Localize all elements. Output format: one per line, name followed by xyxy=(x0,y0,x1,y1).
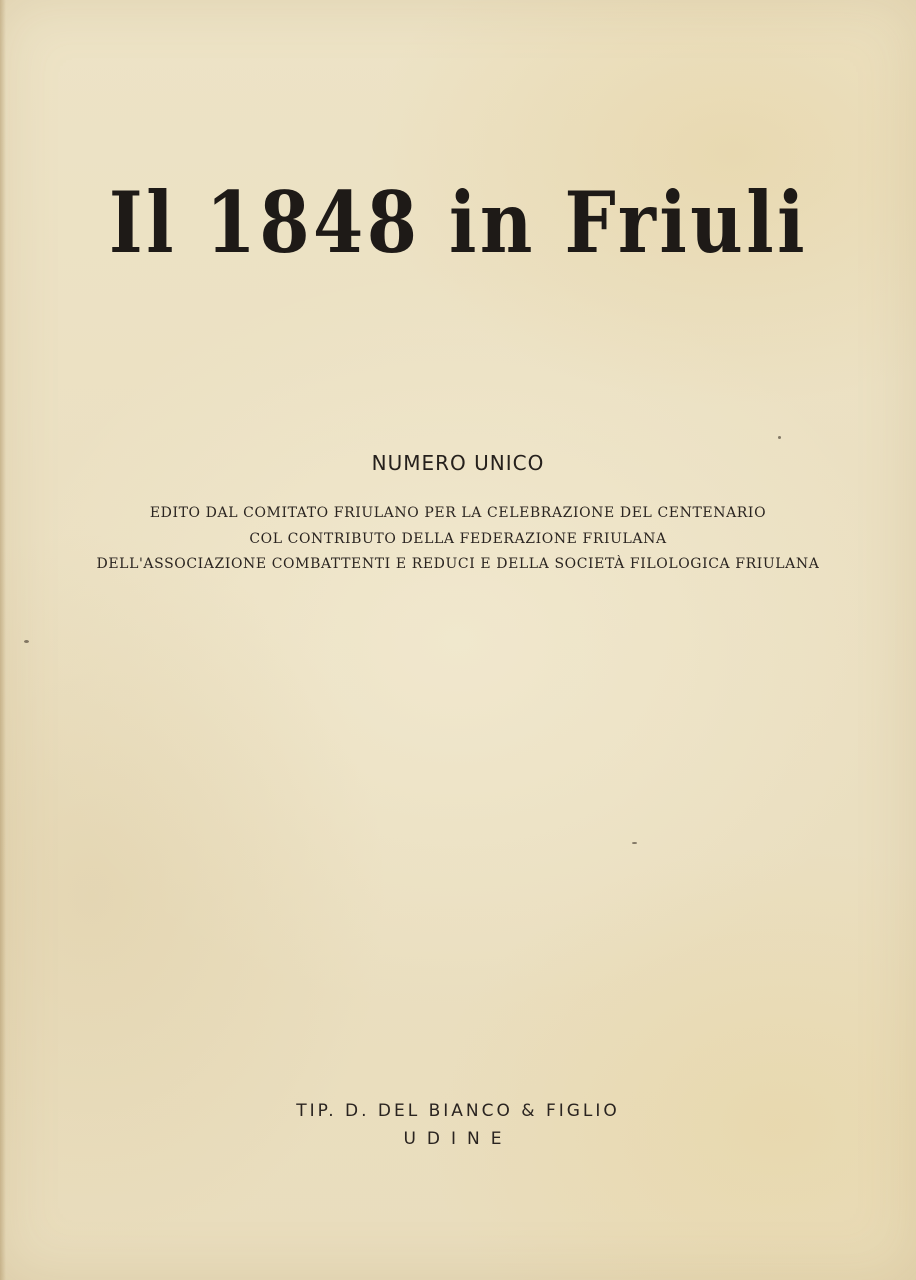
imprint-city: UDINE xyxy=(403,1129,513,1149)
title-text: Il 1848 in Friuli xyxy=(108,173,808,272)
subtitle-line-1: EDITO DAL COMITATO FRIULANO PER LA CELEBRAZIONE DEL CENTENARIO xyxy=(149,505,767,521)
paper-speck xyxy=(778,436,781,439)
subtitle-line-2: COL CONTRIBUTO DELLA FEDERAZIONE FRIULANA xyxy=(249,531,667,547)
edition-label: NUMERO UNICO xyxy=(371,451,545,475)
pencil-annotation xyxy=(118,0,438,23)
paper-speck xyxy=(24,640,29,643)
subtitle-line-3: DELL'ASSOCIAZIONE COMBATTENTI E REDUCI E DELLA SOCIETÀ FILOLOGICA FRIULANA xyxy=(96,556,820,572)
paper-speck xyxy=(632,842,637,844)
page-title xyxy=(0,168,916,278)
printer-imprint: TIP. D. DEL BIANCO & FIGLIO xyxy=(296,1101,620,1121)
